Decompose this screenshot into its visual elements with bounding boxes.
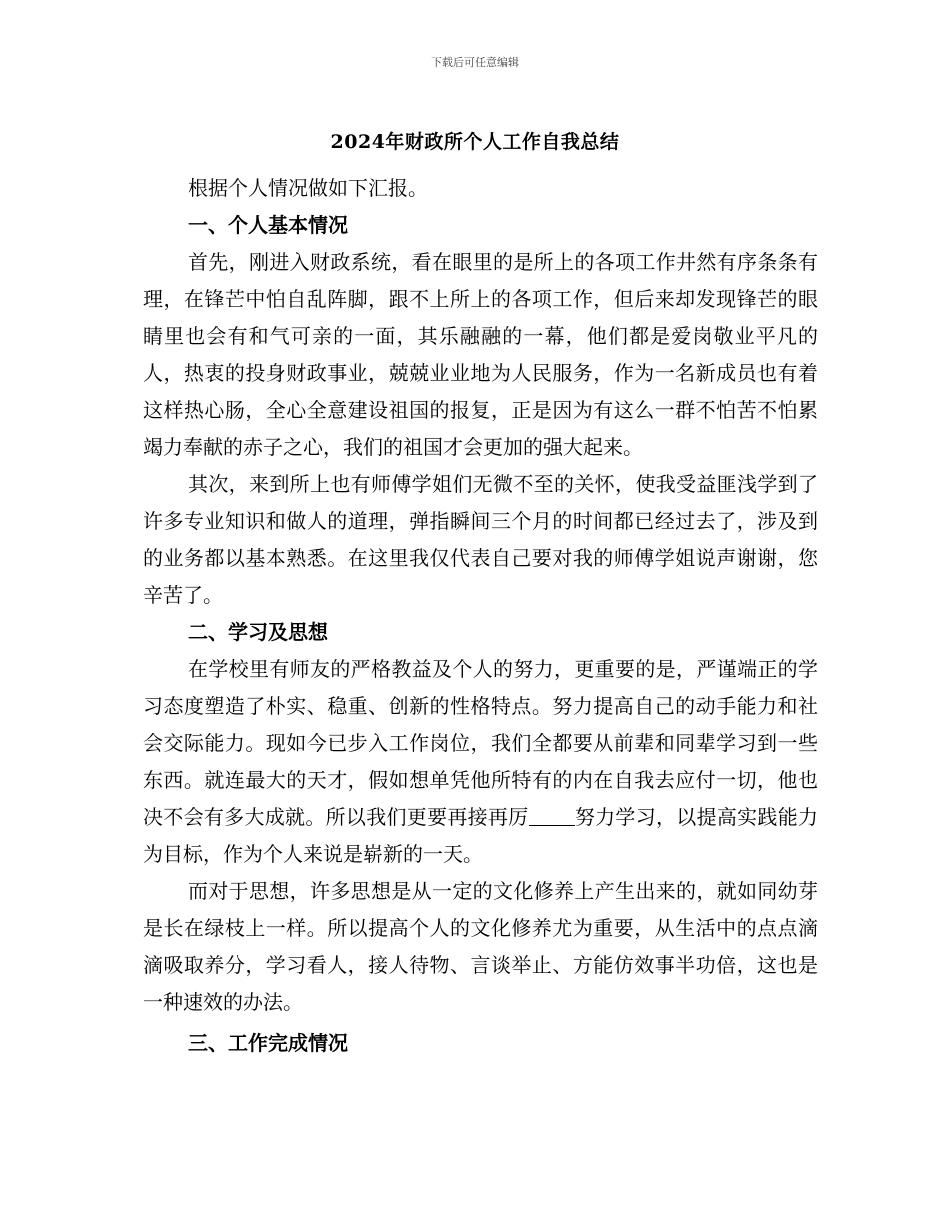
fill-blank [529,805,575,826]
section-heading-2: 二、学习及思想 [188,620,328,644]
section1-paragraph-2: 其次，来到所上也有师傅学姐们无微不至的关怀，使我受益匪浅学到了许多专业知识和做人的道理，弹指瞬间三个月的时间都已经过去了，涉及到的业务都以基本熟悉。在这里我仅代表自己要对我的师傅学姐说声谢谢，您辛苦了。 [143,472,818,607]
section-heading-3: 三、工作完成情况 [188,1031,348,1055]
section2-paragraph-1-part-a: 在学校里有师友的严格教益及个人的努力，更重要的是，严谨端正的学习态度塑造了朴实、稳重、创新的性格特点。努力提高自己的动手能力和社会交际能力。现如今已步入工作岗位，我们全都要从前辈和同辈学习到一些东西。就连最大的天才，假如想单凭他所特有的内在自我去应付一切，他也决不会有多大成就。所以我们更要再接再厉 [143,657,818,829]
document-body [143,170,818,1062]
header-note: 下载后可任意编辑 [431,56,519,69]
section2-paragraph-1-part-b: 努力学习，以提高实践能力为目标，作为个人来说是崭新的一天。 [143,805,819,866]
section2-paragraph-2: 而对于思想，许多思想是从一定的文化修养上产生出来的，就如同幼芽是长在绿枝上一样。所以提高个人的文化修养尤为重要，从生活中的点点滴滴吸取养分，学习看人，接人待物、言谈举止、方能仿效事半功倍，这也是一种速效的办法。 [143,879,818,1014]
document-title: 2024年财政所个人工作自我总结 [330,131,620,153]
section-heading-1: 一、个人基本情况 [188,213,348,237]
section1-paragraph-1: 首先，刚进入财政系统，看在眼里的是所上的各项工作井然有序条条有理，在锋芒中怕自乱阵脚，跟不上所上的各项工作，但后来却发现锋芒的眼睛里也会有和气可亲的一面，其乐融融的一幕，他们都是爱岗敬业平凡的人，热衷的投身财政事业，兢兢业业地为人民服务，作为一名新成员也有着这样热心肠，全心全意建设祖国的报复，正是因为有这么一群不怕苦不怕累竭力奉献的赤子之心，我们的祖国才会更加的强大起来。 [143,250,818,459]
intro-paragraph: 根据个人情况做如下汇报。 [188,176,428,200]
section2-paragraph-1 [143,651,818,873]
